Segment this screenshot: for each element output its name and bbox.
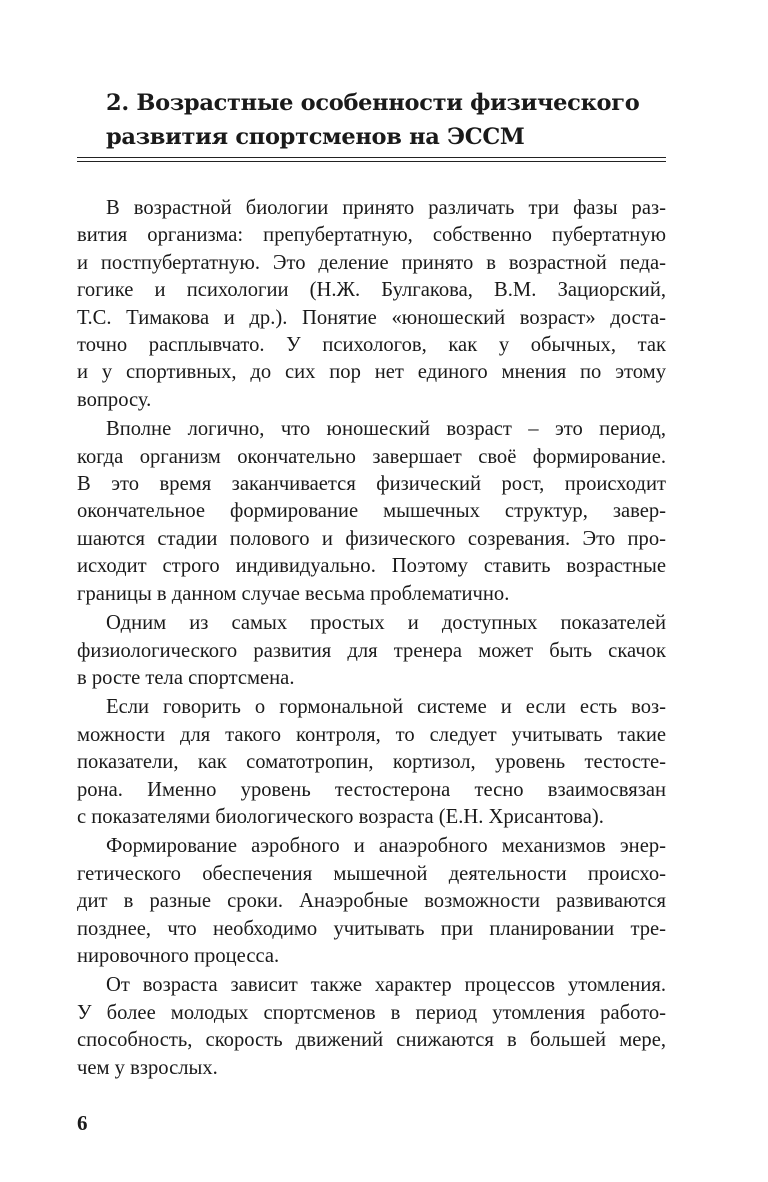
paragraph-6: [77, 972, 666, 1082]
text-line: физиологического развития для тренера может быть скачок: [77, 639, 666, 662]
page-number: 6: [77, 1111, 88, 1135]
text-line: и постпубертатную. Это деление принято в возрастной педа-: [77, 251, 666, 274]
text-line: В возрастной биологии принято различать три фазы раз-: [106, 197, 666, 219]
text-line: когда организм окончательно завершает своё формирование.: [77, 445, 666, 468]
text-line: В это время заканчивается физический рост, происходит: [77, 473, 666, 496]
section-heading-line-2: развития спортсменов на ЭССМ: [106, 124, 525, 150]
text-line: способность, скорость движений снижаются в большей мере,: [77, 1029, 666, 1052]
text-line: У более молодых спортсменов в период утомления работо-: [77, 1001, 666, 1024]
text-line: показатели, как соматотропин, кортизол, уровень тестосте-: [77, 751, 666, 774]
text-line: Т.С. Тимакова и др.). Понятие «юношеский возраст» доста-: [77, 306, 666, 329]
paragraph-4: [77, 694, 666, 831]
text-line: и у спортивных, до сих пор нет единого мнения по этому: [77, 361, 666, 384]
text-line: с показателями биологического возраста (Е.Н. Хрисантова).: [77, 805, 604, 828]
text-line: можности для такого контроля, то следует учитывать такие: [77, 723, 666, 746]
section-heading-line-1: 2. Возрастные особенности физического: [106, 90, 640, 116]
heading-double-rule: [77, 157, 666, 162]
text-line: точно расплывчато. У психологов, как у обычных, так: [77, 334, 666, 357]
text-line: в росте тела спортсмена.: [77, 666, 295, 689]
text-line: границы в данном случае весьма проблематично.: [77, 582, 510, 605]
text-line: Формирование аэробного и анаэробного механизмов энер-: [106, 835, 666, 858]
text-line: рона. Именно уровень тестостерона тесно взаимосвязан: [77, 778, 666, 801]
section-heading: [106, 86, 666, 154]
text-line: вопросу.: [77, 388, 152, 411]
text-line: Одним из самых простых и доступных показателей: [106, 612, 666, 635]
text-line: окончательное формирование мышечных структур, завер-: [77, 500, 666, 523]
text-line: От возраста зависит также характер процессов утомления.: [106, 974, 666, 997]
paragraph-2: [77, 416, 666, 608]
text-line: Вполне логично, что юношеский возраст – это период,: [106, 418, 666, 441]
text-line: чем у взрослых.: [77, 1056, 218, 1079]
text-line: позднее, что необходимо учитывать при планировании тре-: [77, 917, 666, 940]
text-line: вития организма: препубертатную, собственно пубертатную: [77, 224, 666, 247]
text-line: нировочного процесса.: [77, 944, 280, 967]
body-text: [77, 195, 666, 1084]
paragraph-1: [77, 195, 666, 414]
text-line: шаются стадии полового и физического созревания. Это про-: [77, 527, 666, 550]
text-line: гетического обеспечения мышечной деятельности происхо-: [77, 862, 666, 885]
paragraph-3: [77, 610, 666, 692]
text-line: гогике и психологии (Н.Ж. Булгакова, В.М. Зациорский,: [77, 279, 666, 302]
text-line: дит в разные сроки. Анаэробные возможности развиваются: [77, 890, 666, 913]
text-line: Если говорить о гормональной системе и если есть воз-: [106, 696, 666, 719]
paragraph-5: [77, 833, 666, 970]
text-line: исходит строго индивидуально. Поэтому ставить возрастные: [77, 555, 666, 578]
